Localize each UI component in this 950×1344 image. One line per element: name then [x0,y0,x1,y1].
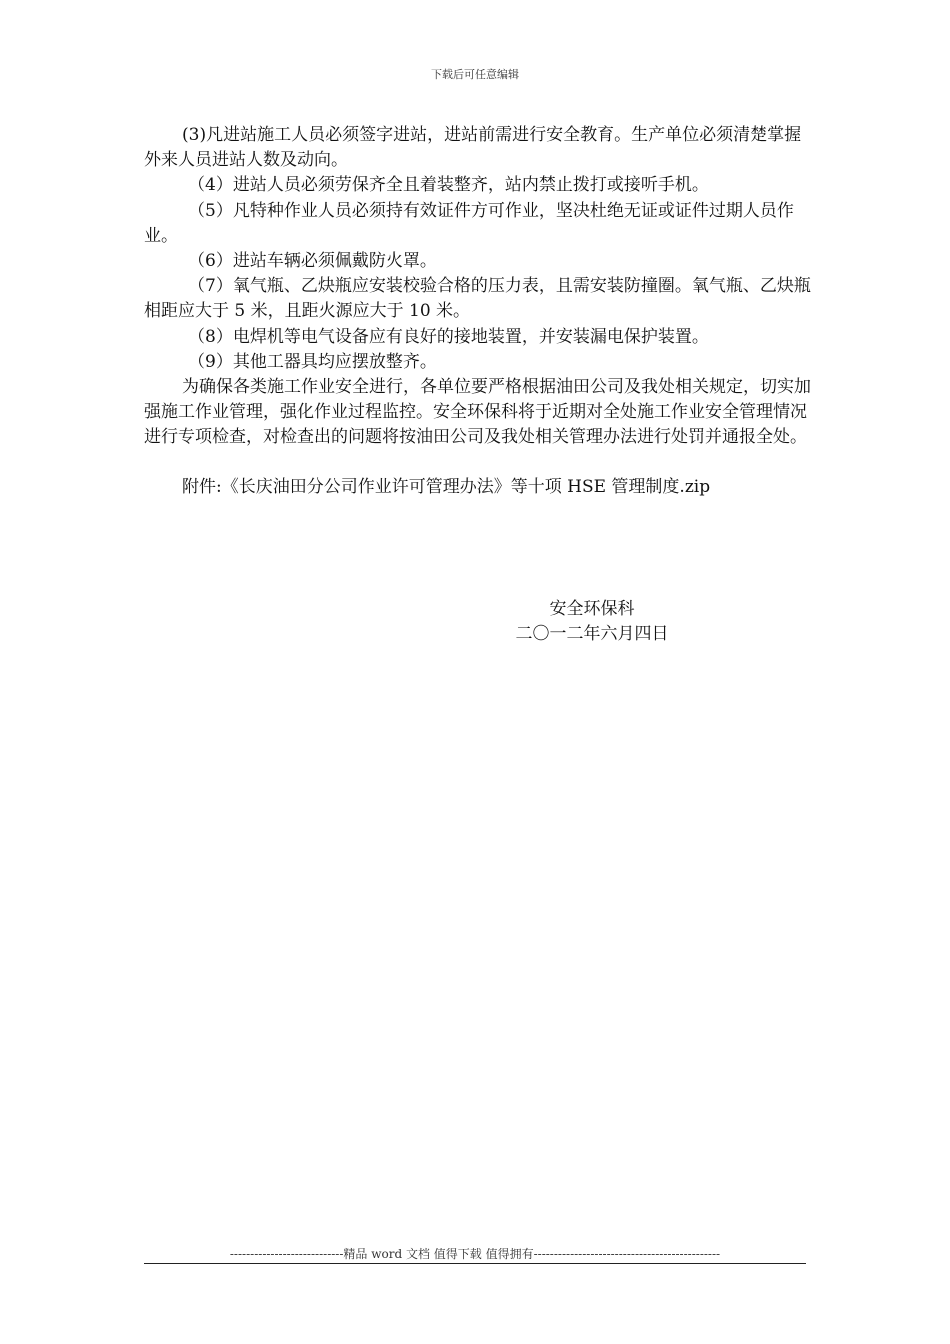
page-footer: ----------------------------精品 word 文档 值得下载 值得拥有---------------------------------------------- [229,1247,721,1261]
document-body [144,123,816,500]
paragraph-item-6: （6）进站车辆必须佩戴防火罩。 [188,251,437,272]
paragraph-item-9: （9）其他工器具均应摆放整齐。 [188,351,437,372]
signature-date: 二〇一二年六月四日 [515,624,669,644]
paragraph-conclusion: 为确保各类施工作业安全进行，各单位要严格根据油田公司及我处相关规定，切实加强施工作业管理，强化作业过程监控。安全环保科将于近期对全处施工作业安全管理情况进行专项检查，对检查出的问题将按油田公司及我处相关管理办法进行处罚并通报全处。 [144,377,811,448]
attachment-line: 附件:《长庆油田分公司作业许可管理办法》等十项 HSE 管理制度.zip [182,476,711,497]
footer-divider [144,1263,806,1264]
paragraph-item-5: （5）凡特种作业人员必须持有效证件方可作业，坚决杜绝无证或证件过期人员作业。 [144,200,794,246]
paragraph-item-8: （8）电焊机等电气设备应有良好的接地装置，并安装漏电保护装置。 [188,326,709,347]
page-header: 下载后可任意编辑 [431,68,519,81]
paragraph-item-4: （4）进站人员必须劳保齐全且着装整齐，站内禁止拨打或接听手机。 [188,175,709,196]
signature-department: 安全环保科 [549,599,635,619]
paragraph-item-7: （7）氧气瓶、乙炔瓶应安装校验合格的压力表，且需安装防撞圈。氧气瓶、乙炔瓶相距应大于 5 米，且距火源应大于 10 米。 [144,276,811,322]
paragraph-item-3: (3)凡进站施工人员必须签字进站，进站前需进行安全教育。生产单位必须清楚掌握外来人员进站人数及动向。 [144,125,802,171]
